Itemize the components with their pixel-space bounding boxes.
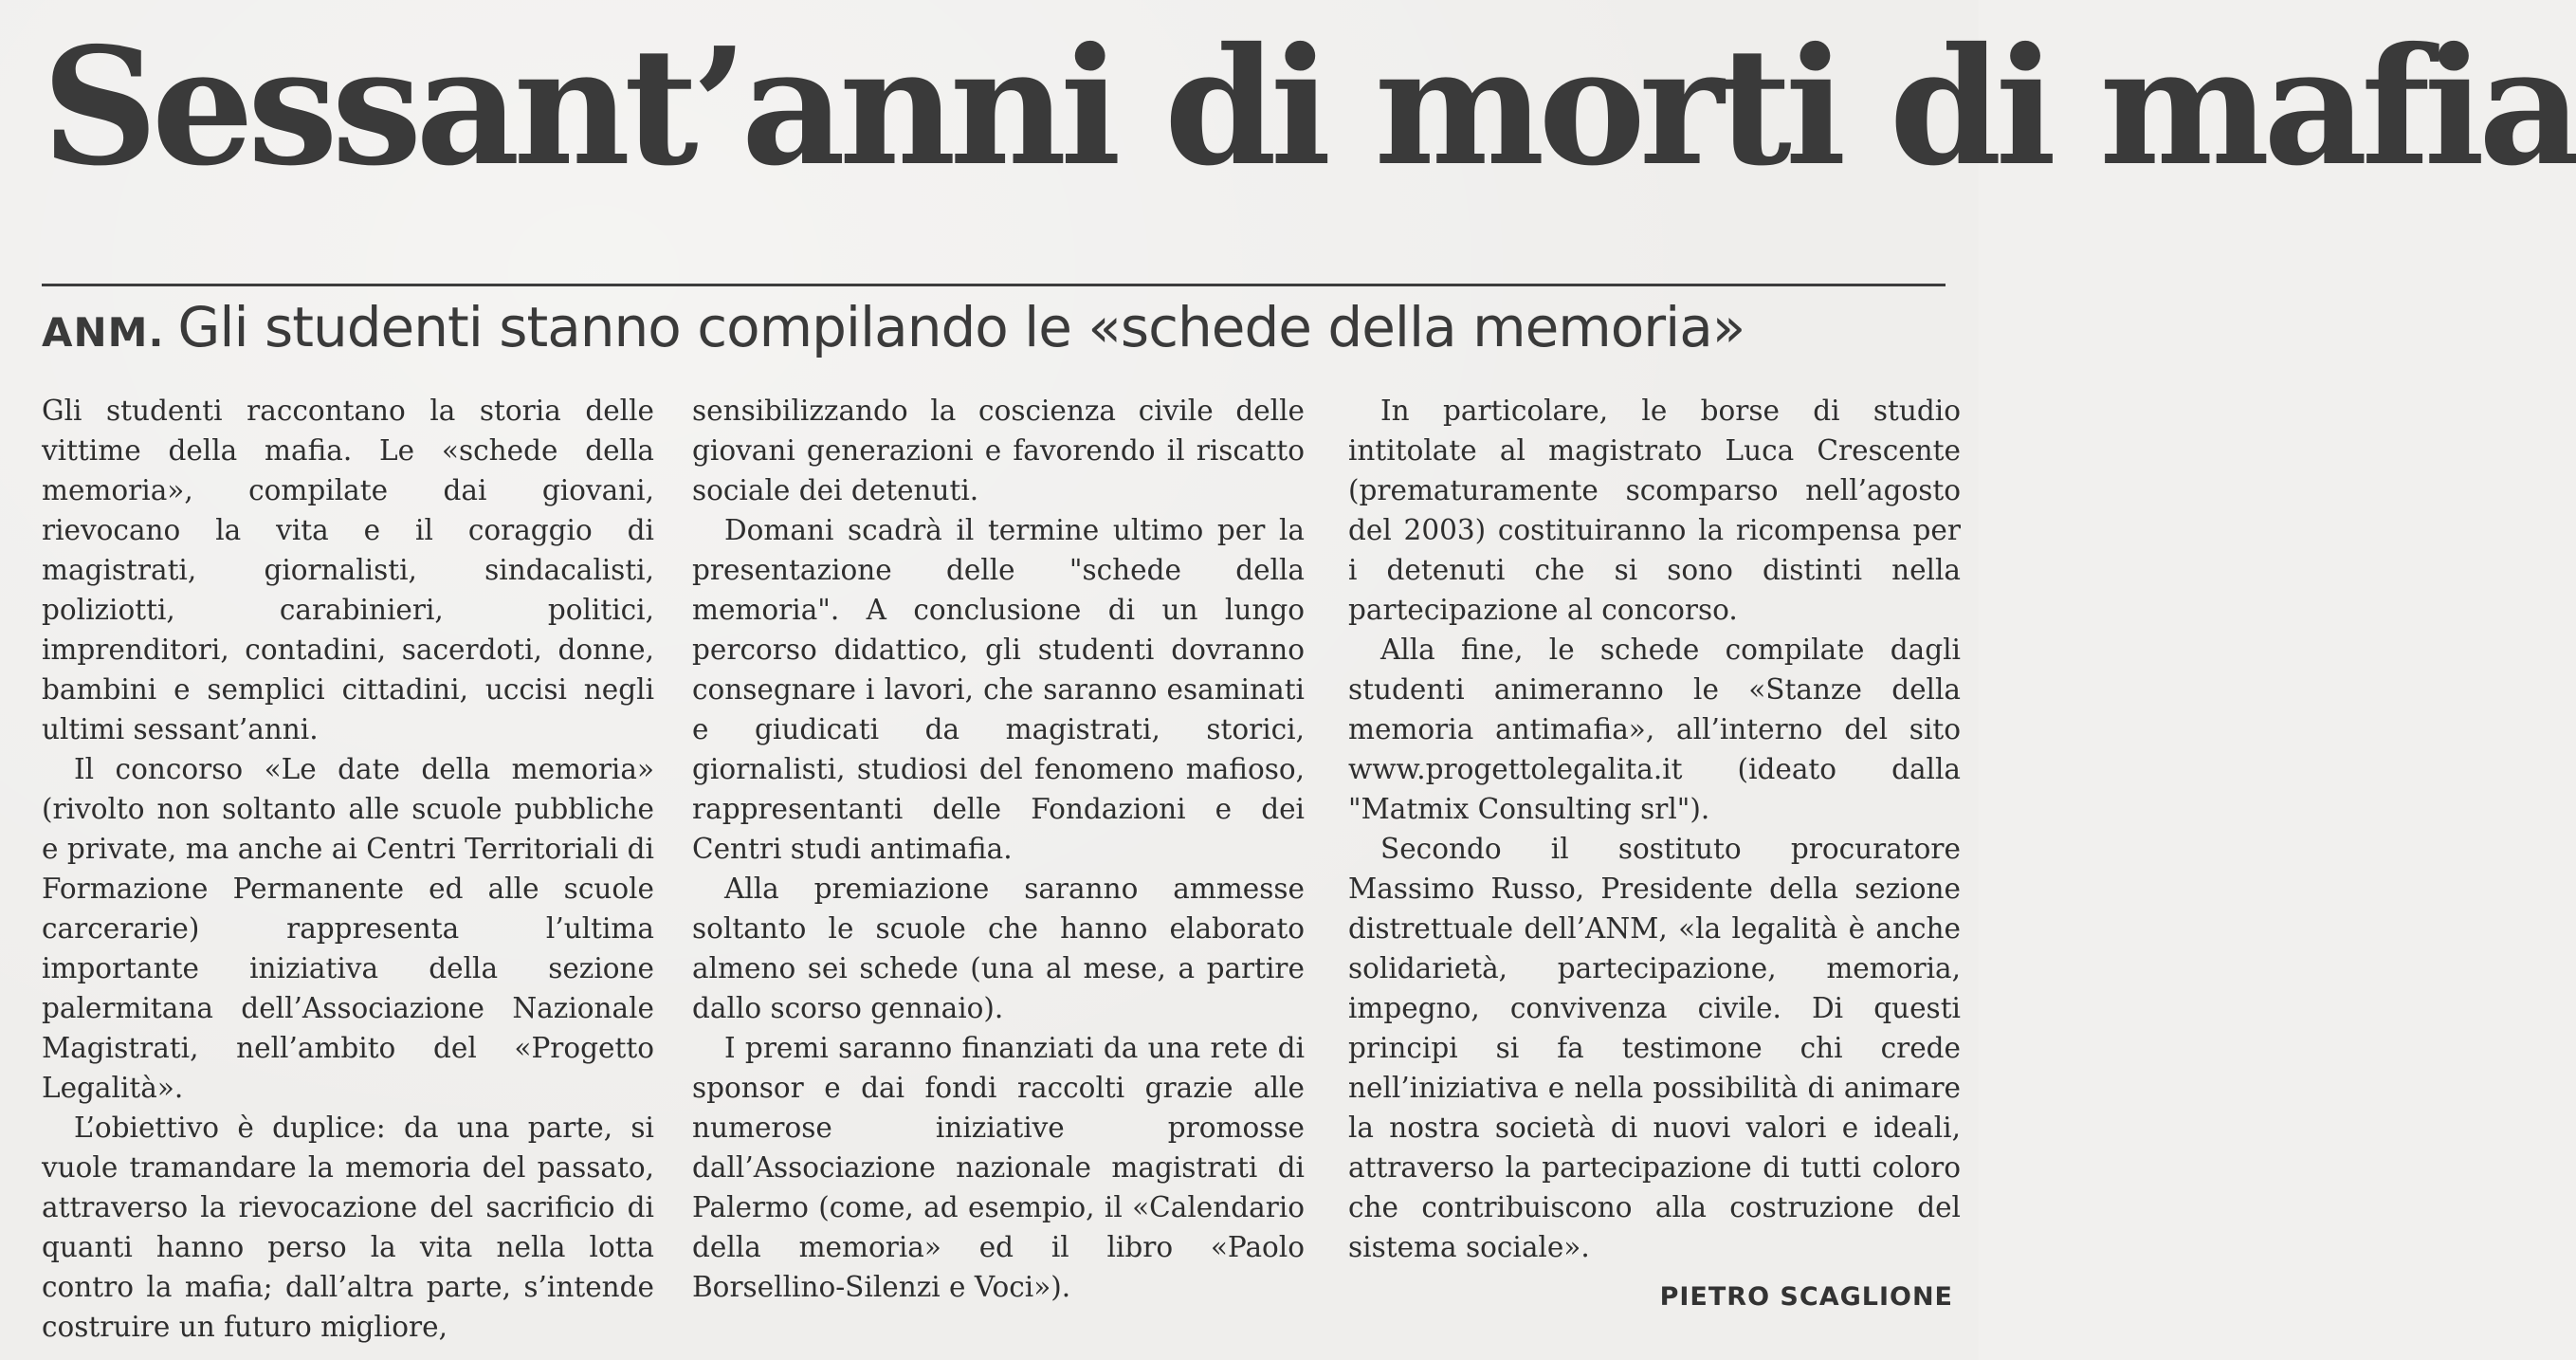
- article-column-3: [1348, 391, 1961, 1267]
- paragraph: L’obiettivo è duplice: da una parte, si vuole tramandare la memoria del passato, attraverso la rievocazione del sacrificio di quanti hanno perso la vita nella lotta contro la mafia; dall’altra parte, s’intende costruire un futuro migliore,: [42, 1112, 654, 1343]
- article-column-2: [692, 391, 1305, 1307]
- headline-rule: [42, 284, 1946, 286]
- kicker: ANM.: [42, 309, 165, 356]
- paragraph: sensibilizzando la coscienza civile delle giovani generazioni e favorendo il riscatto sociale dei detenuti.: [692, 395, 1305, 506]
- paragraph: Gli studenti raccontano la storia delle vittime della mafia. Le «schede della memoria», compilate dai giovani, rievocano la vita e il coraggio di magistrati, giornalisti, sindacalisti, poliziotti, carabinieri, politici, imprenditori, contadini, sacerdoti, donne, bambini e semplici cittadini, uccisi negli ultimi sessant’anni.: [42, 395, 654, 745]
- paragraph: Il concorso «Le date della memoria» (rivolto non soltanto alle scuole pubbliche e private, ma anche ai Centri Territoriali di Formazione Permanente ed alle scuole carcerarie) rappresenta l’ultima importante iniziativa della sezione palermitana dell’Associazione Nazionale Magistrati, nell’ambito del «Progetto Legalità».: [42, 753, 654, 1104]
- headline: Sessant’anni di morti di mafia: [42, 12, 2576, 202]
- paragraph: Alla fine, le schede compilate dagli studenti animeranno le «Stanze della memoria antimafia», all’interno del sito www.progettolegalita.it (ideato dalla "Matmix Consulting srl").: [1348, 634, 1961, 825]
- subheadline: [42, 289, 1947, 365]
- paragraph: In particolare, le borse di studio intitolate al magistrato Luca Crescente (prematuramente scomparso nell’agosto del 2003) costituiranno la ricompensa per i detenuti che si sono distinti nella partecipazione al concorso.: [1348, 395, 1961, 626]
- deck: Gli studenti stanno compilando le «schede della memoria»: [177, 295, 1745, 359]
- paragraph: Secondo il sostituto procuratore Massimo Russo, Presidente della sezione distrettuale dell’ANM, «la legalità è anche solidarietà, partecipazione, memoria, impegno, convivenza civile. Di questi principi si fa testimone chi crede nell’iniziativa e nella possibilità di animare la nostra società di nuovi valori e ideali, attraverso la partecipazione di tutti coloro che contribuiscono alla costruzione del sistema sociale».: [1348, 833, 1961, 1263]
- paragraph: I premi saranno finanziati da una rete di sponsor e dai fondi raccolti grazie alle numerose iniziative promosse dall’Associazione nazionale magistrati di Palermo (come, ad esempio, il «Calendario della memoria» ed il libro «Paolo Borsellino-Silenzi e Voci»).: [692, 1032, 1305, 1303]
- paragraph: Alla premiazione saranno ammesse soltanto le scuole che hanno elaborato almeno sei schede (una al mese, a partire dallo scorso gennaio).: [692, 873, 1305, 1024]
- article-column-1: [42, 391, 654, 1347]
- byline: PIETRO SCAGLIONE: [1659, 1282, 1953, 1312]
- paragraph: Domani scadrà il termine ultimo per la presentazione delle "schede della memoria". A conclusione di un lungo percorso didattico, gli studenti dovranno consegnare i lavori, che saranno esaminati e giudicati da magistrati, storici, giornalisti, studiosi del fenomeno mafioso, rappresentanti delle Fondazioni e dei Centri studi antimafia.: [692, 514, 1305, 865]
